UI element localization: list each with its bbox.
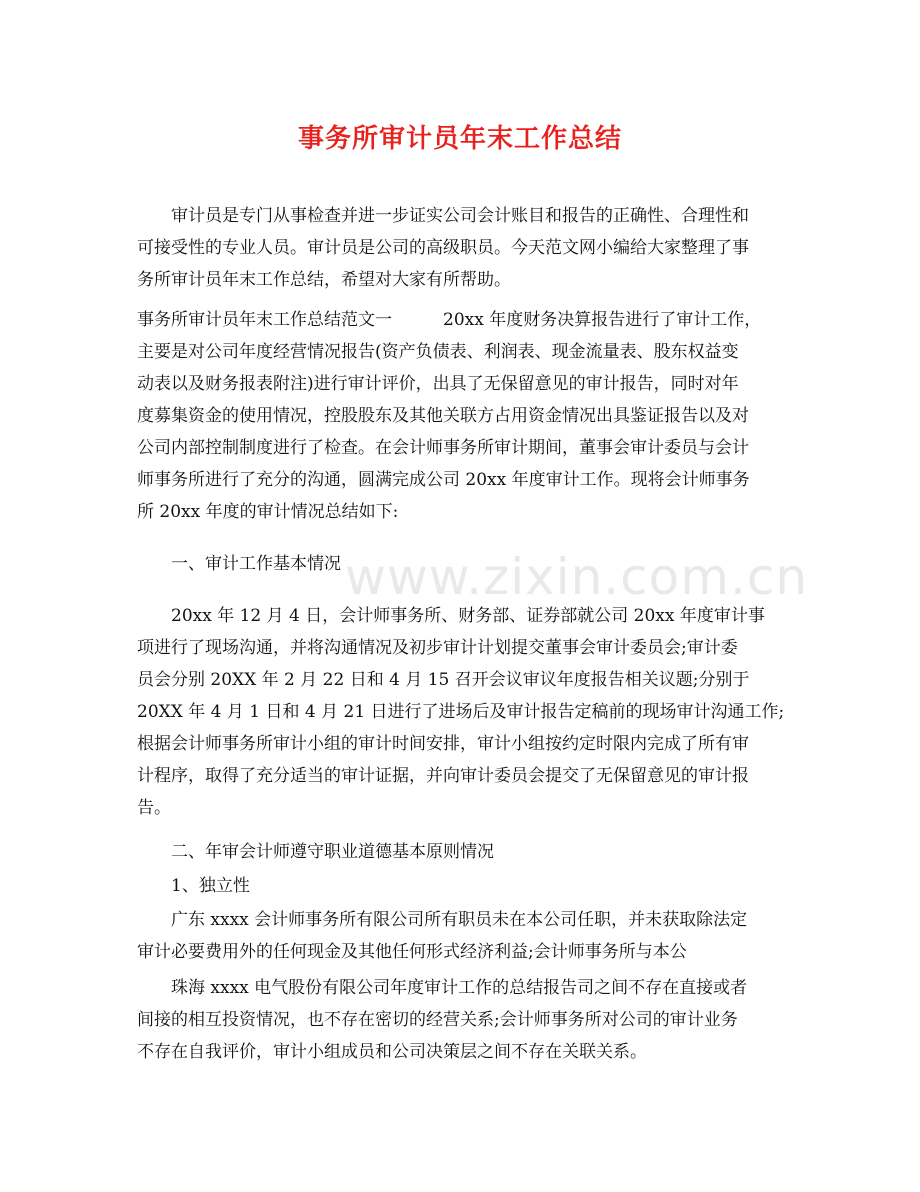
paragraph-line: 计程序，取得了充分适当的审计证据，并向审计委员会提交了无保留意见的审计报 <box>137 766 749 786</box>
paragraph-line: 告。 <box>137 798 171 818</box>
paragraph-line: 20XX 年 4 月 1 日和 4 月 21 日进行了进场后及审计报告定稿前的现场审计沟通工作; <box>137 702 785 722</box>
subsection-heading: 1、独立性 <box>171 876 250 896</box>
paragraph-line: 员会分别 20XX 年 2 月 22 日和 4 月 15 召开会议审议年度报告相关议题;分别于 <box>137 670 750 690</box>
section-heading: 二、年审会计师遵守职业道德基本原则情况 <box>171 842 494 862</box>
watermark: www.zixin.com.cn <box>345 548 809 606</box>
document-title: 事务所审计员年末工作总结 <box>297 124 622 154</box>
paragraph-line: 审计员是专门从事检查并进一步证实公司会计账目和报告的正确性、合理性和 <box>171 206 749 226</box>
paragraph-line: 广东 xxxx 会计师事务所有限公司所有职员未在本公司任职，并未获取除法定 <box>171 910 748 930</box>
paragraph-line: 20xx 年 12 月 4 日，会计师事务所、财务部、证券部就公司 20xx 年度审计事 <box>171 606 765 626</box>
paragraph-line: 事务所审计员年末工作总结范文一 20xx 年度财务决算报告进行了审计工作， <box>137 310 762 330</box>
paragraph-line: 项进行了现场沟通，并将沟通情况及初步审计计划提交董事会审计委员会;审计委 <box>137 638 738 658</box>
paragraph-line: 所 20xx 年度的审计情况总结如下: <box>137 502 399 522</box>
paragraph-line: 可接受性的专业人员。审计员是公司的高级职员。今天范文网小编给大家整理了事 <box>137 238 749 258</box>
paragraph-line: 动表以及财务报表附注)进行审计评价，出具了无保留意见的审计报告，同时对年 <box>137 374 739 394</box>
section-heading: 一、审计工作基本情况 <box>171 554 341 574</box>
paragraph-line: 师事务所进行了充分的沟通，圆满完成公司 20xx 年度审计工作。现将会计师事务 <box>137 470 750 490</box>
paragraph-line: 度募集资金的使用情况，控股股东及其他关联方占用资金情况出具鉴证报告以及对 <box>137 406 749 426</box>
paragraph-line: 间接的相互投资情况，也不存在密切的经营关系;会计师事务所对公司的审计业务 <box>137 1010 738 1030</box>
paragraph-line: 珠海 xxxx 电气股份有限公司年度审计工作的总结报告司之间不存在直接或者 <box>171 978 748 998</box>
paragraph-line: 务所审计员年末工作总结，希望对大家有所帮助。 <box>137 270 511 290</box>
paragraph-line: 主要是对公司年度经营情况报告(资产负债表、利润表、现金流量表、股东权益变 <box>137 342 739 362</box>
paragraph-line: 审计必要费用外的任何现金及其他任何形式经济利益;会计师事务所与本公 <box>137 942 687 962</box>
paragraph-line: 根据会计师事务所审计小组的审计时间安排，审计小组按约定时限内完成了所有审 <box>137 734 749 754</box>
paragraph-line: 公司内部控制制度进行了检查。在会计师事务所审计期间，董事会审计委员与会计 <box>137 438 749 458</box>
paragraph-line: 不存在自我评价，审计小组成员和公司决策层之间不存在关联关系。 <box>137 1042 647 1062</box>
